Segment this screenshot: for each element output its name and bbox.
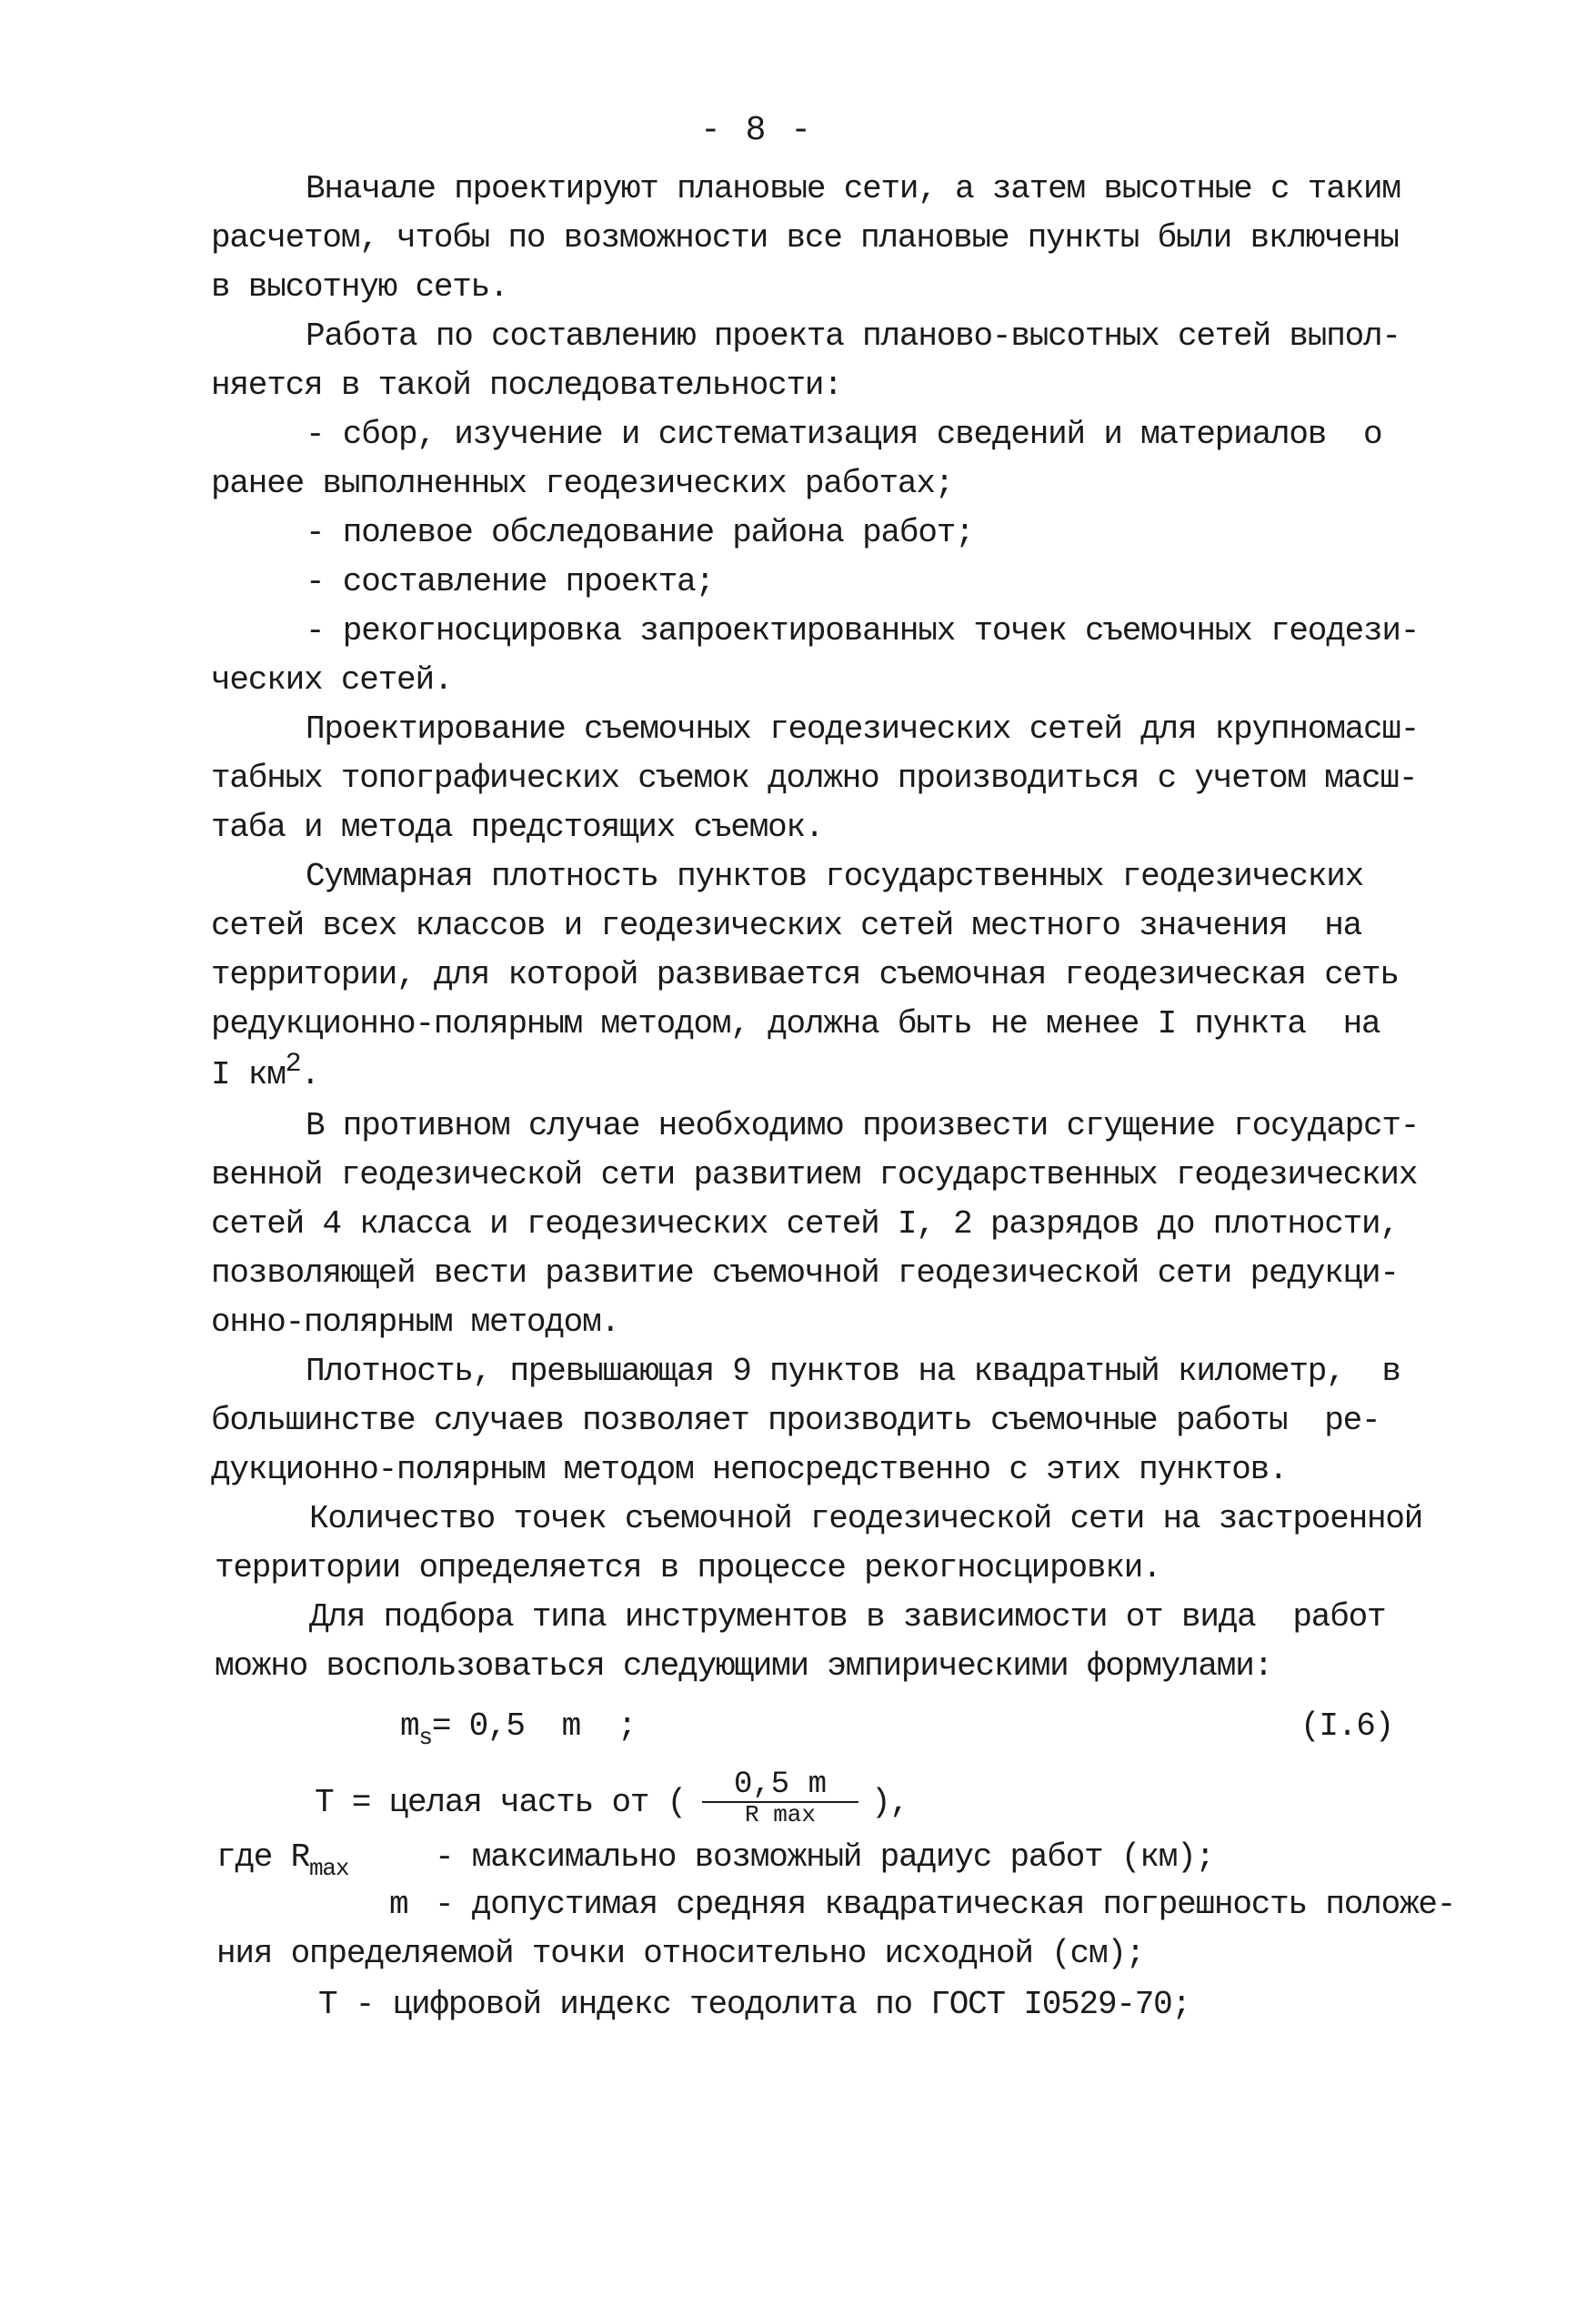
text-line: Суммарная плотность пунктов государственных геодезических [306, 858, 1364, 895]
unit-text: I км [211, 1056, 286, 1093]
definition-rmax-text: - максимально возможный радиус работ (км); [435, 1838, 1214, 1876]
formula-lhs-subscript: s [418, 1724, 432, 1751]
text-line: можно воспользоваться следующими эмпирическими формулами: [215, 1647, 1273, 1685]
text-line: Для подбора типа инструментов в зависимости от вида работ [309, 1598, 1386, 1636]
definition-term-subscript: max [309, 1855, 349, 1882]
fraction-numerator: 0,5 m [702, 1768, 858, 1803]
text-line: ния определяемой точки относительно исходной (см); [216, 1935, 1145, 1972]
definition-term: где R [216, 1838, 310, 1876]
definition-m-text: - допустимая средняя квадратическая погрешность положе- [435, 1886, 1456, 1923]
text-line: В противном случае необходимо произвести сгущение государст- [306, 1107, 1420, 1144]
unit-suffix: . [300, 1056, 319, 1093]
text-line: Работа по составлению проекта планово-высотных сетей выпол- [306, 317, 1400, 355]
text-line: ческих сетей. [211, 661, 453, 699]
text-line: позволяющей вести развитие съемочной геодезической сети редукци- [211, 1254, 1399, 1292]
text-line: в высотную сеть. [211, 268, 508, 306]
formula-lhs: m [400, 1707, 419, 1745]
t-formula-fraction [702, 1768, 858, 1827]
text-line: большинстве случаев позволяет производить съемочные работы ре- [211, 1402, 1380, 1439]
text-line: онно-полярным методом. [211, 1304, 619, 1341]
list-item: - рекогносцировка запроектированных точек съемочных геодези- [306, 612, 1420, 650]
t-formula-prefix: T = целая часть от ( [315, 1784, 687, 1821]
text-line: табных топографических съемок должно производиться с учетом масш- [211, 760, 1418, 797]
text-line: Вначале проектируют плановые сети, а затем высотные с таким [306, 170, 1400, 207]
text-line: Т - цифровой индекс теодолита по ГОСТ I0529-70; [318, 1986, 1190, 2023]
text-line: дукционно-полярным методом непосредственно с этих пунктов. [211, 1451, 1288, 1488]
formula-ms [400, 1707, 637, 1751]
formula-rhs: = 0,5 m ; [431, 1707, 637, 1745]
text-line: венной геодезической сети развитием государственных геодезических [211, 1156, 1418, 1193]
text-line: Плотность, превышающая 9 пунктов на квадратный километр, в [306, 1353, 1400, 1390]
list-item: - полевое обследование района работ; [306, 514, 974, 551]
page-number: - 8 - [700, 111, 814, 150]
definition-m: m [389, 1886, 408, 1923]
text-line: территории определяется в процессе рекогносцировки. [215, 1549, 1161, 1586]
unit-superscript: 2 [285, 1049, 301, 1080]
text-line: ранее выполненных геодезических работах; [211, 465, 954, 502]
text-line: редукционно-полярным методом, должна быть не менее I пункта на [211, 1005, 1380, 1042]
list-item: - составление проекта; [306, 563, 714, 600]
text-line: сетей 4 класса и геодезических сетей I, 2 разрядов до плотности, [211, 1205, 1399, 1243]
unit-line [211, 1049, 319, 1095]
definition-rmax [216, 1838, 349, 1882]
formula-number: (I.6) [1300, 1707, 1394, 1745]
list-item: - сбор, изучение и систематизация сведений и материалов о [306, 416, 1382, 453]
fraction-denominator: R max [744, 1801, 816, 1828]
text-line: расчетом, чтобы по возможности все плановые пункты были включены [211, 219, 1399, 257]
t-formula-suffix: ), [871, 1784, 908, 1821]
text-line: территории, для которой развивается съемочная геодезическая сеть [211, 956, 1399, 993]
text-line: таба и метода предстоящих съемок. [211, 809, 824, 846]
text-line: Количество точек съемочной геодезической сети на застроенной [309, 1500, 1423, 1537]
text-line: сетей всех классов и геодезических сетей местного значения на [211, 907, 1362, 944]
text-line: Проектирование съемочных геодезических сетей для крупномасш- [306, 710, 1420, 748]
text-line: няется в такой последовательности: [211, 367, 842, 404]
